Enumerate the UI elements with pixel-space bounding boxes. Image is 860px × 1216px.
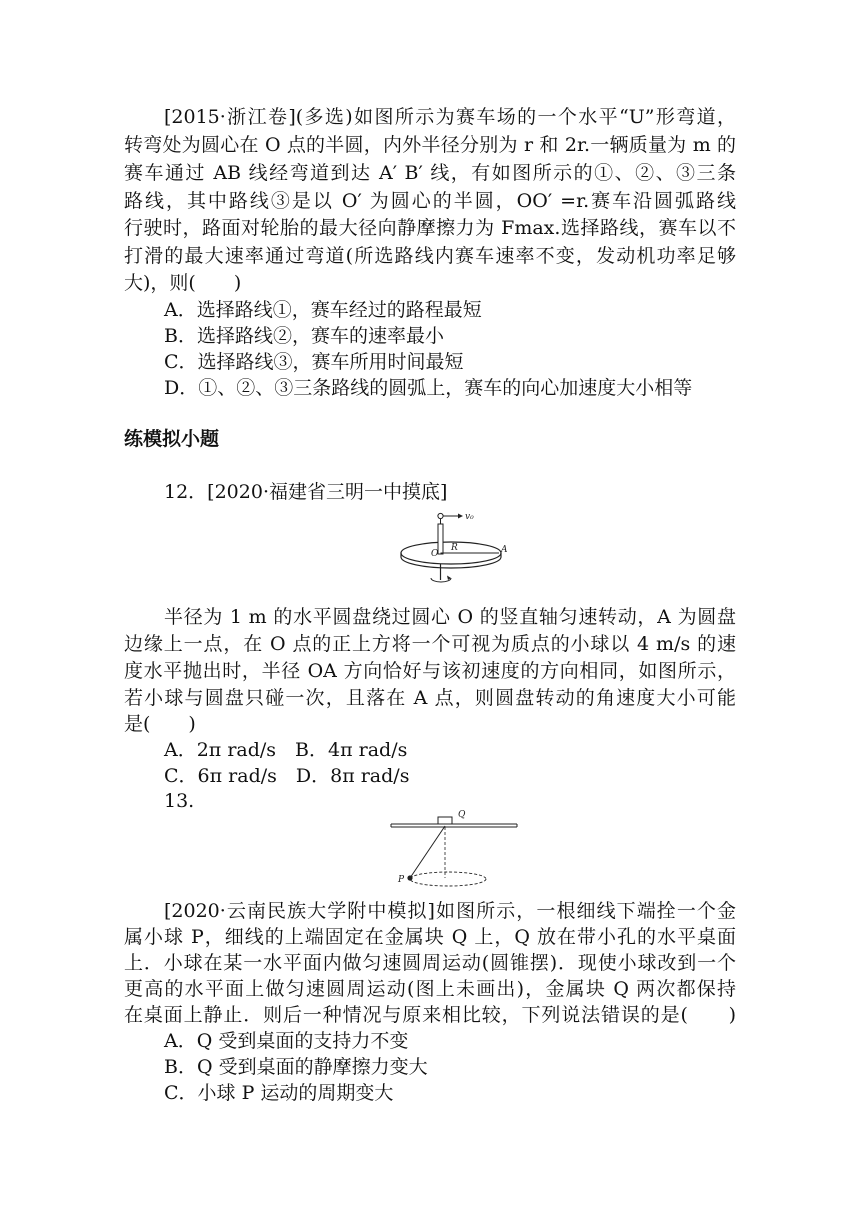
problem-11-option-b: B．选择路线②，赛车的速率最小 [164,325,444,347]
problem-13-number: 13. [164,790,195,812]
section-heading: 练模拟小题 [124,428,220,450]
conical-pendulum-figure [388,808,520,890]
label-q: Q [458,810,466,820]
problem-11-line-1: [2015·浙江卷](多选)如图所示为赛车场的一个水平“U”形弯道， [164,106,736,128]
problem-13-line-4: 更高的水平面上做匀速圆周运动(图上未画出)，金属块 Q 两次都保持 [124,978,736,1000]
problem-11-line-2: 转弯处为圆心在 O 点的半圆，内外半径分别为 r 和 2r.一辆质量为 m 的 [124,134,736,156]
rotating-disk-figure [395,506,520,594]
problem-12-line-4: 若小球与圆盘只碰一次，且落在 A 点，则圆盘转动的角速度大小可能 [124,687,736,709]
problem-11-line-6: 打滑的最大速率通过弯道(所选路线内赛车速率不变，发动机功率足够 [124,245,736,267]
problem-12-line-3: 度水平抛出时，半径 OA 方向恰好与该初速度的方向相同，如图所示， [124,660,736,682]
problem-11-option-d: D．①、②、③三条路线的圆弧上，赛车的向心加速度大小相等 [164,377,693,399]
problem-11-line-5: 行驶时，路面对轮胎的最大径向静摩擦力为 Fmax.选择路线，赛车以不 [124,217,736,239]
problem-13-line-2: 属小球 P，细线的上端固定在金属块 Q 上，Q 放在带小孔的水平桌面 [124,926,736,948]
problem-11-line-7: 大)，则( ) [124,272,242,294]
problem-13-option-a: A．Q 受到桌面的支持力不变 [164,1030,409,1052]
problem-12-options-cd: C．6π rad/s D．8π rad/s [164,765,410,787]
label-a: A [501,545,508,555]
problem-11-option-c: C．选择路线③，赛车所用时间最短 [164,351,464,373]
problem-13-line-3: 上．小球在某一水平面内做匀速圆周运动(圆锥摆)．现使小球改到一个 [124,952,736,974]
problem-13-line-1: [2020·云南民族大学附中模拟]如图所示，一根细线下端拴一个金 [164,900,736,922]
problem-12-line-5: 是( ) [124,713,196,735]
problem-12-line-2: 边缘上一点，在 O 点的正上方将一个可视为质点的小球以 4 m/s 的速 [124,633,736,655]
problem-11-line-3: 赛车通过 AB 线经弯道到达 A′ B′ 线，有如图所示的①、②、③三条 [124,162,736,184]
problem-11-line-4: 路线，其中路线③是以 O′ 为圆心的半圆，OO′ =r.赛车沿圆弧路线 [124,190,736,212]
problem-13-option-c: C．小球 P 运动的周期变大 [164,1082,394,1104]
problem-13-option-b: B．Q 受到桌面的静摩擦力变大 [164,1056,428,1078]
problem-12-line-1: 半径为 1 m 的水平圆盘绕过圆心 O 的竖直轴匀速转动，A 为圆盘 [164,606,736,628]
label-r: R [451,543,458,553]
problem-12-options-ab: A．2π rad/s B．4π rad/s [164,739,408,761]
label-v0: v₀ [465,512,474,522]
problem-13-line-5: 在桌面上静止．则后一种情况与原来相比较，下列说法错误的是( ) [124,1004,736,1026]
label-o: O [431,549,439,559]
problem-12-header: 12．[2020·福建省三明一中摸底] [164,481,448,503]
label-p: P [398,875,405,885]
problem-11-option-a: A．选择路线①，赛车经过的路程最短 [164,299,482,321]
